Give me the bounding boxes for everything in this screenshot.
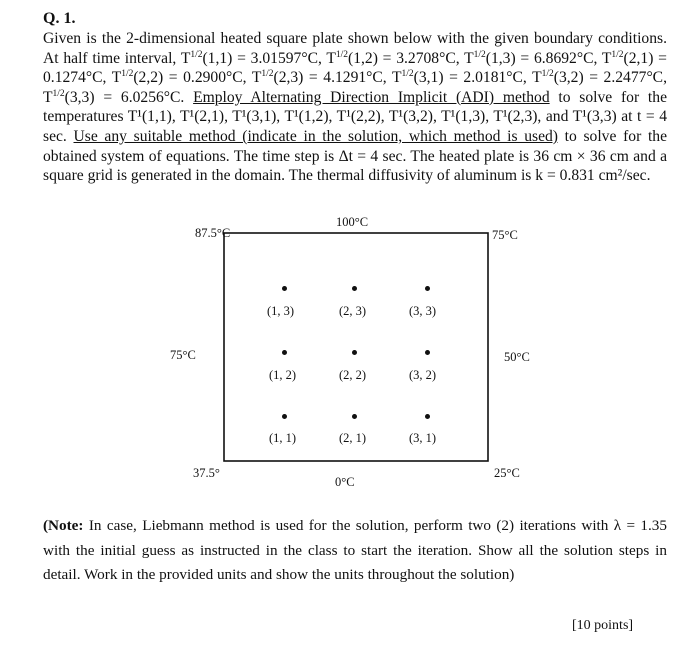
question-details: to solve for the obtained system of equations. The time step is Δt = 4 sec. The heated plate is 36 cm × 36 cm and a square grid is generated in the domain. The thermal diffusivity of aluminum is k = 0.831 cm²/sec. xyxy=(43,127,667,185)
value-symbol: T xyxy=(326,49,336,67)
half-step-value xyxy=(252,69,392,86)
value-number: = 6.8692°C, xyxy=(515,49,602,67)
value-superscript: 1/2 xyxy=(52,88,65,99)
half-step-value xyxy=(112,69,252,86)
note-lead: (Note: xyxy=(43,517,84,534)
value-index: (1,3) xyxy=(485,49,516,67)
node-dot xyxy=(282,350,287,355)
question-number: Q. 1. xyxy=(43,10,76,27)
half-step-value xyxy=(464,50,602,67)
node-label: (3, 1) xyxy=(409,431,437,445)
node-label: (1, 2) xyxy=(269,368,297,382)
node-label: (2, 1) xyxy=(339,431,367,445)
half-step-value xyxy=(392,69,532,86)
node-label: (1, 1) xyxy=(269,431,297,445)
value-index: (3,2) xyxy=(553,69,584,87)
value-index: (3,3) xyxy=(64,88,95,106)
note-text: In case, Liebmann method is used for the solution, perform two (2) iterations with λ = 1.35 with the initial guess as instructed in the class to start the iteration. Show all the solution steps in detail. Work in the provided units and show the units throughout the solution) xyxy=(43,517,667,583)
value-superscript: 1/2 xyxy=(121,69,134,79)
value-superscript: 1/2 xyxy=(190,49,203,60)
top-boundary-label: 100°C xyxy=(336,215,369,229)
node-dot xyxy=(282,286,287,291)
left-boundary-label: 75°C xyxy=(170,348,196,362)
node-dot xyxy=(352,286,357,291)
question-intro: Given is the 2-dimensional heated square plate shown below with the given boundary conditions. At half time interval, xyxy=(43,30,667,67)
value-symbol: T xyxy=(532,69,542,87)
bottom-boundary-label: 0°C xyxy=(335,475,355,489)
solver-instruction: Use any suitable method (indicate in the solution, which method is used) xyxy=(73,127,558,145)
points-value: [10 points] xyxy=(572,618,634,633)
value-symbol: T xyxy=(464,49,474,67)
value-symbol: T xyxy=(43,88,53,106)
value-number: = 2.2477°C, xyxy=(583,69,667,87)
node-dot xyxy=(425,350,430,355)
corner-bottom-left-label: 37.5° xyxy=(193,466,220,480)
half-step-value xyxy=(181,50,327,67)
value-index: (2,1) xyxy=(623,49,654,67)
node-dot xyxy=(425,286,430,291)
node-label: (3, 2) xyxy=(409,368,437,382)
method-instruction: Employ Alternating Direction Implicit (ADI) method xyxy=(193,88,550,106)
value-superscript: 1/2 xyxy=(541,69,554,79)
node-label: (2, 2) xyxy=(339,368,367,382)
half-step-value xyxy=(326,50,464,67)
value-index: (2,2) xyxy=(133,69,164,87)
half-step-value xyxy=(43,89,193,106)
question-body: to solve for the temperatures T¹(1,1), T¹(2,1), T¹(3,1), T¹(1,2), T¹(2,2), T¹(3,2), T¹(1,3), T¹(2,3), and T¹(3,3) at t = 4 sec. xyxy=(43,88,667,145)
node-label: (1, 3) xyxy=(267,304,295,318)
value-superscript: 1/2 xyxy=(473,49,486,60)
value-number: = 3.01597°C, xyxy=(232,49,327,67)
question-text xyxy=(43,29,667,186)
node-label: (3, 3) xyxy=(409,304,437,318)
plate-boundary xyxy=(224,233,488,461)
node-dot xyxy=(282,414,287,419)
node-dot xyxy=(425,414,430,419)
value-symbol: T xyxy=(251,69,262,87)
node-dot xyxy=(352,350,357,355)
value-index: (2,3) xyxy=(273,69,304,87)
value-symbol: T xyxy=(180,49,191,67)
value-symbol: T xyxy=(601,49,612,67)
right-boundary-label: 50°C xyxy=(504,350,530,364)
note-paragraph xyxy=(43,514,667,588)
value-superscript: 1/2 xyxy=(261,69,274,79)
value-superscript: 1/2 xyxy=(335,49,349,60)
value-index: (1,2) xyxy=(348,49,378,67)
value-superscript: 1/2 xyxy=(401,69,414,79)
value-index: (3,1) xyxy=(413,69,444,87)
corner-top-left-label: 87.5°C xyxy=(195,226,231,240)
value-symbol: T xyxy=(391,69,402,87)
corner-bottom-right-label: 25°C xyxy=(494,466,520,480)
node-label: (2, 3) xyxy=(339,304,367,318)
value-number: = 2.0181°C, xyxy=(443,69,533,87)
corner-top-right-label: 75°C xyxy=(492,228,518,242)
half-step-value xyxy=(532,69,667,86)
value-symbol: T xyxy=(111,69,122,87)
value-number: = 4.1291°C, xyxy=(303,69,392,87)
value-index: (1,1) xyxy=(202,49,233,67)
value-number: = 3.2708°C, xyxy=(377,49,465,67)
value-number: = 0.1274°C, xyxy=(43,49,667,87)
value-number: = 0.2900°C, xyxy=(163,69,252,87)
value-superscript: 1/2 xyxy=(611,49,624,60)
node-dot xyxy=(352,414,357,419)
value-number: = 6.0256°C. xyxy=(94,88,194,106)
